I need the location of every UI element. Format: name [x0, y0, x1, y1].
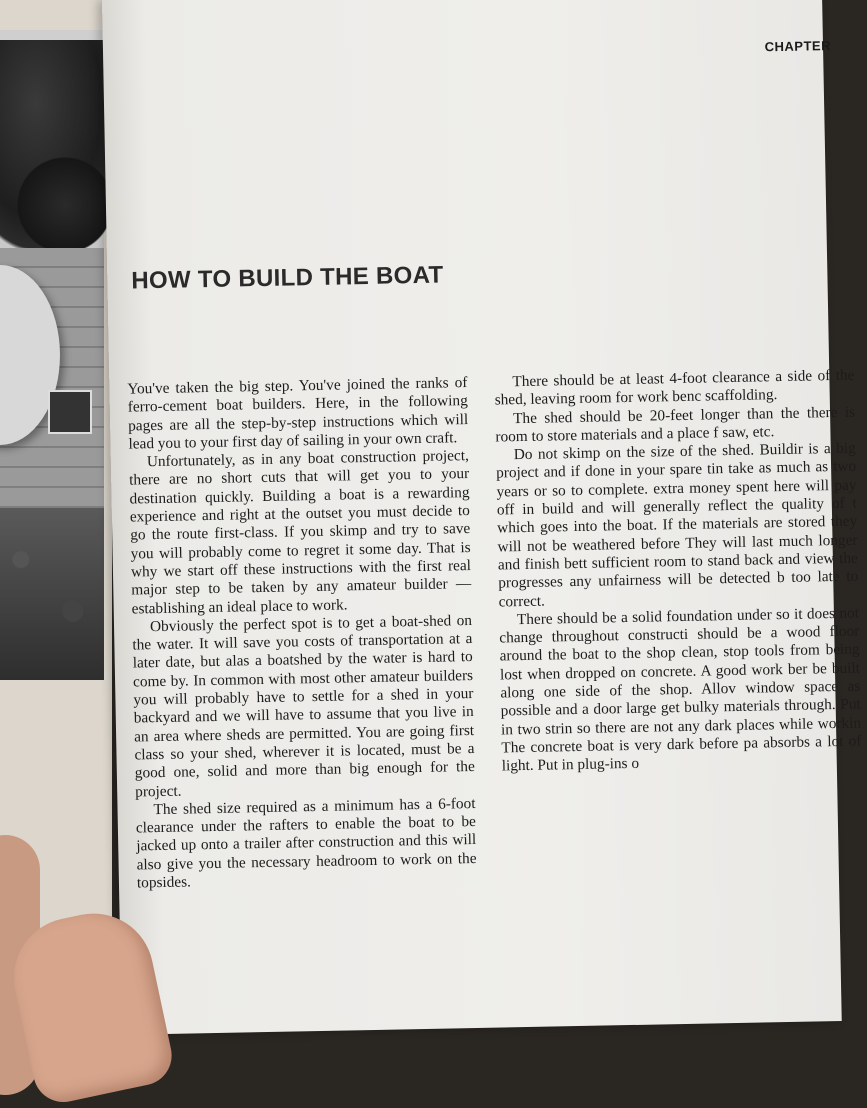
- boat-shed-photo: [0, 30, 104, 680]
- paragraph: Obviously the perfect spot is to get a boat-shed on the water. It will save you costs of transportation at a later date, but alas a boatshed by the water is hard to come by. In common with most other amateur builders you will probably have to settle for a shed in your backyard and we will have to assume that you live in an area where sheds are permitted. You are going first class so your shed, wherever it is located, must be a good one, solid and more than big enough for the project.: [132, 611, 475, 801]
- page-title: HOW TO BUILD THE BOAT: [131, 261, 444, 295]
- tree-shape-2: [10, 150, 120, 260]
- paragraph: Do not skimp on the size of the shed. Buildir is a big project and if done in your spare tin take as much as two years or so to complete. extra money spent here will pay off in build and will generally reflect the quality of t which goes into the boat. If the materials are stored they will not be weathered before They will last much longer and finish bett sufficient room to stand back and view the progresses any unfairness will be detected b too late to correct.: [495, 439, 859, 611]
- text-column-left: [127, 374, 477, 893]
- paragraph: You've taken the big step. You've joined the ranks of ferro-cement boat builders. Here, in the following pages are all the step-by-step instructions which will lead you to your first day of sailing in your own craft.: [127, 374, 469, 453]
- paragraph: Unfortunately, as in any boat construction project, there are no short cuts that will get you to your destination quickly. Building a boat is a rewarding experience and right at the outset you must decide to go the route first-class. If you skimp and try to save you will probably come to regret it some day. That is why we start off these instructions with the first real major step to be taken by any amateur builder — establishing an ideal place to work.: [129, 447, 472, 618]
- paragraph: The shed size required as a minimum has a 6-foot clearance under the rafters to enable the boat to be jacked up onto a trailer after construction and this will also give you the necessary headroom to work on the topsides.: [135, 794, 477, 892]
- text-column-right: [494, 367, 862, 776]
- window-shape: [48, 390, 92, 434]
- chapter-header: CHAPTER: [764, 38, 832, 55]
- book-page: [102, 0, 862, 1035]
- facing-page: [0, 0, 112, 960]
- paragraph: There should be a solid foundation under so it does not change throughout constructi should be a wood floor around the boat to the shop clean, stop tools from being lost when dropped on concrete. A good work ber be built along one side of the shop. Allov window space as possible and a door large get bulky materials through. Put in two strin so there are not any dark places while workin The concrete boat is very dark before pa absorbs a lot of light. Put in plug-ins o: [499, 604, 862, 775]
- paragraph: There should be at least 4-foot clearance a side of the shed, leaving room for work benc scaffolding.: [494, 366, 855, 409]
- ground-shape: [0, 508, 104, 680]
- paragraph: The shed should be 20-feet longer than the there is room to store materials and a place f saw, etc.: [495, 403, 856, 446]
